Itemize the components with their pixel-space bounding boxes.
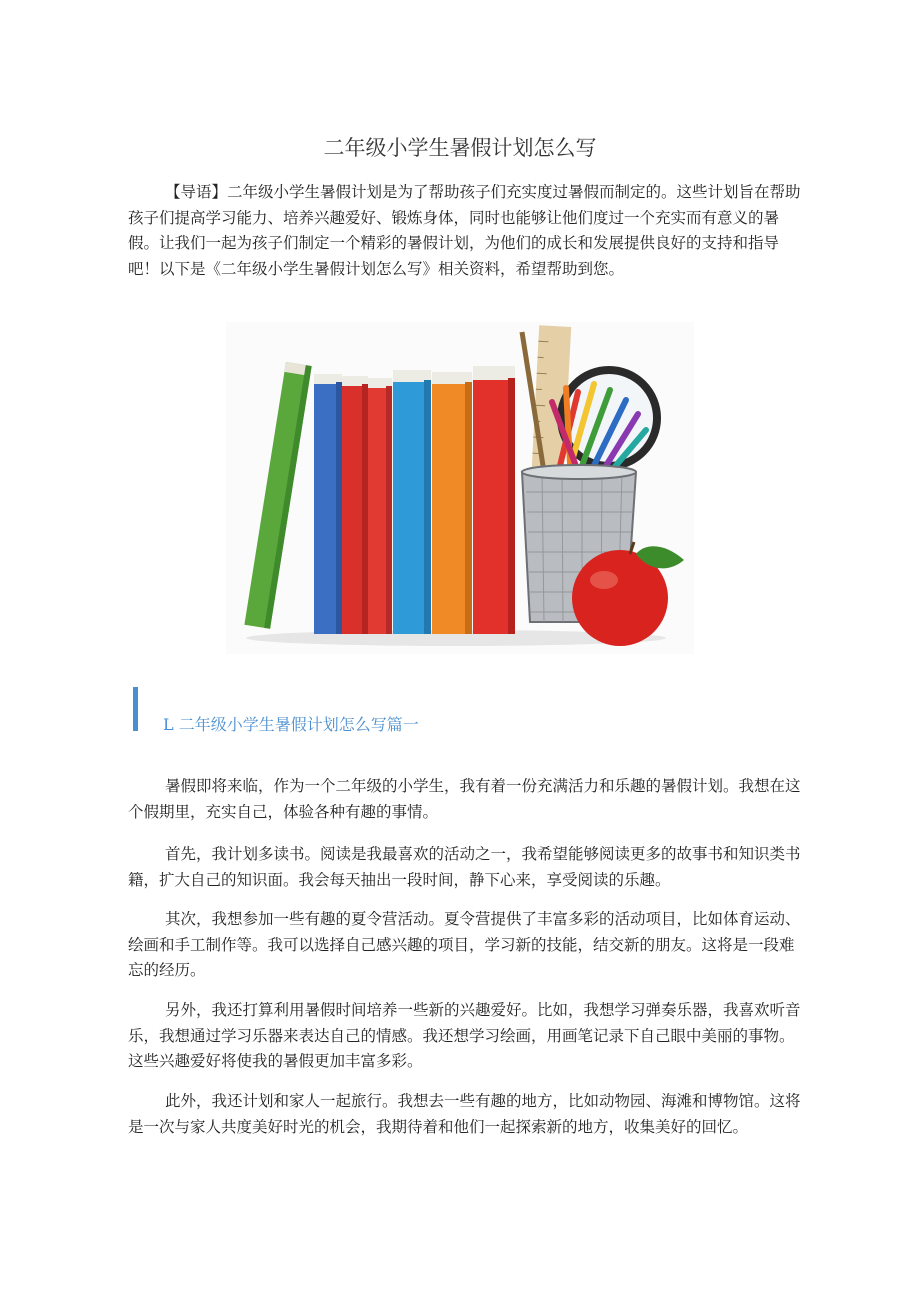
- books-pencils-apple-illustration: [226, 322, 694, 654]
- intro-paragraph: 【导语】二年级小学生暑假计划是为了帮助孩子们充实度过暑假而制定的。这些计划旨在帮助孩子们提高学习能力、培养兴趣爱好、锻炼身体，同时也能够让他们度过一个充实而有意义的暑假。让我们一起为孩子们制定一个精彩的暑假计划，为他们的成长和发展提供良好的支持和指导吧！以下是《二年级小学生暑假计划怎么写》相关资料，希望帮助到您。: [128, 183, 801, 278]
- document-title: 二年级小学生暑假计划怎么写: [323, 136, 597, 160]
- section-heading: L 二年级小学生暑假计划怎么写篇一: [163, 715, 419, 734]
- body-paragraph-4: 另外，我还打算利用暑假时间培养一些新的兴趣爱好。比如，我想学习弹奏乐器，我喜欢听音乐，我想通过学习乐器来表达自己的情感。我还想学习绘画，用画笔记录下自己眼中美丽的事物。这些兴趣爱好将使我的暑假更加丰富多彩。: [128, 1001, 801, 1070]
- body-paragraph-3: 其次，我想参加一些有趣的夏令营活动。夏令营提供了丰富多彩的活动项目，比如体育运动、绘画和手工制作等。我可以选择自己感兴趣的项目，学习新的技能，结交新的朋友。这将是一段难忘的经历。: [128, 910, 801, 979]
- body-paragraph-2: 首先，我计划多读书。阅读是我最喜欢的活动之一，我希望能够阅读更多的故事书和知识类书籍，扩大自己的知识面。我会每天抽出一段时间，静下心来，享受阅读的乐趣。: [128, 845, 801, 889]
- section-marker-bar: [133, 687, 138, 731]
- body-paragraph-1: 暑假即将来临，作为一个二年级的小学生，我有着一份充满活力和乐趣的暑假计划。我想在这个假期里，充实自己，体验各种有趣的事情。: [128, 777, 801, 821]
- body-paragraph-5: 此外，我还计划和家人一起旅行。我想去一些有趣的地方，比如动物园、海滩和博物馆。这将是一次与家人共度美好时光的机会，我期待着和他们一起探索新的地方，收集美好的回忆。: [128, 1092, 801, 1136]
